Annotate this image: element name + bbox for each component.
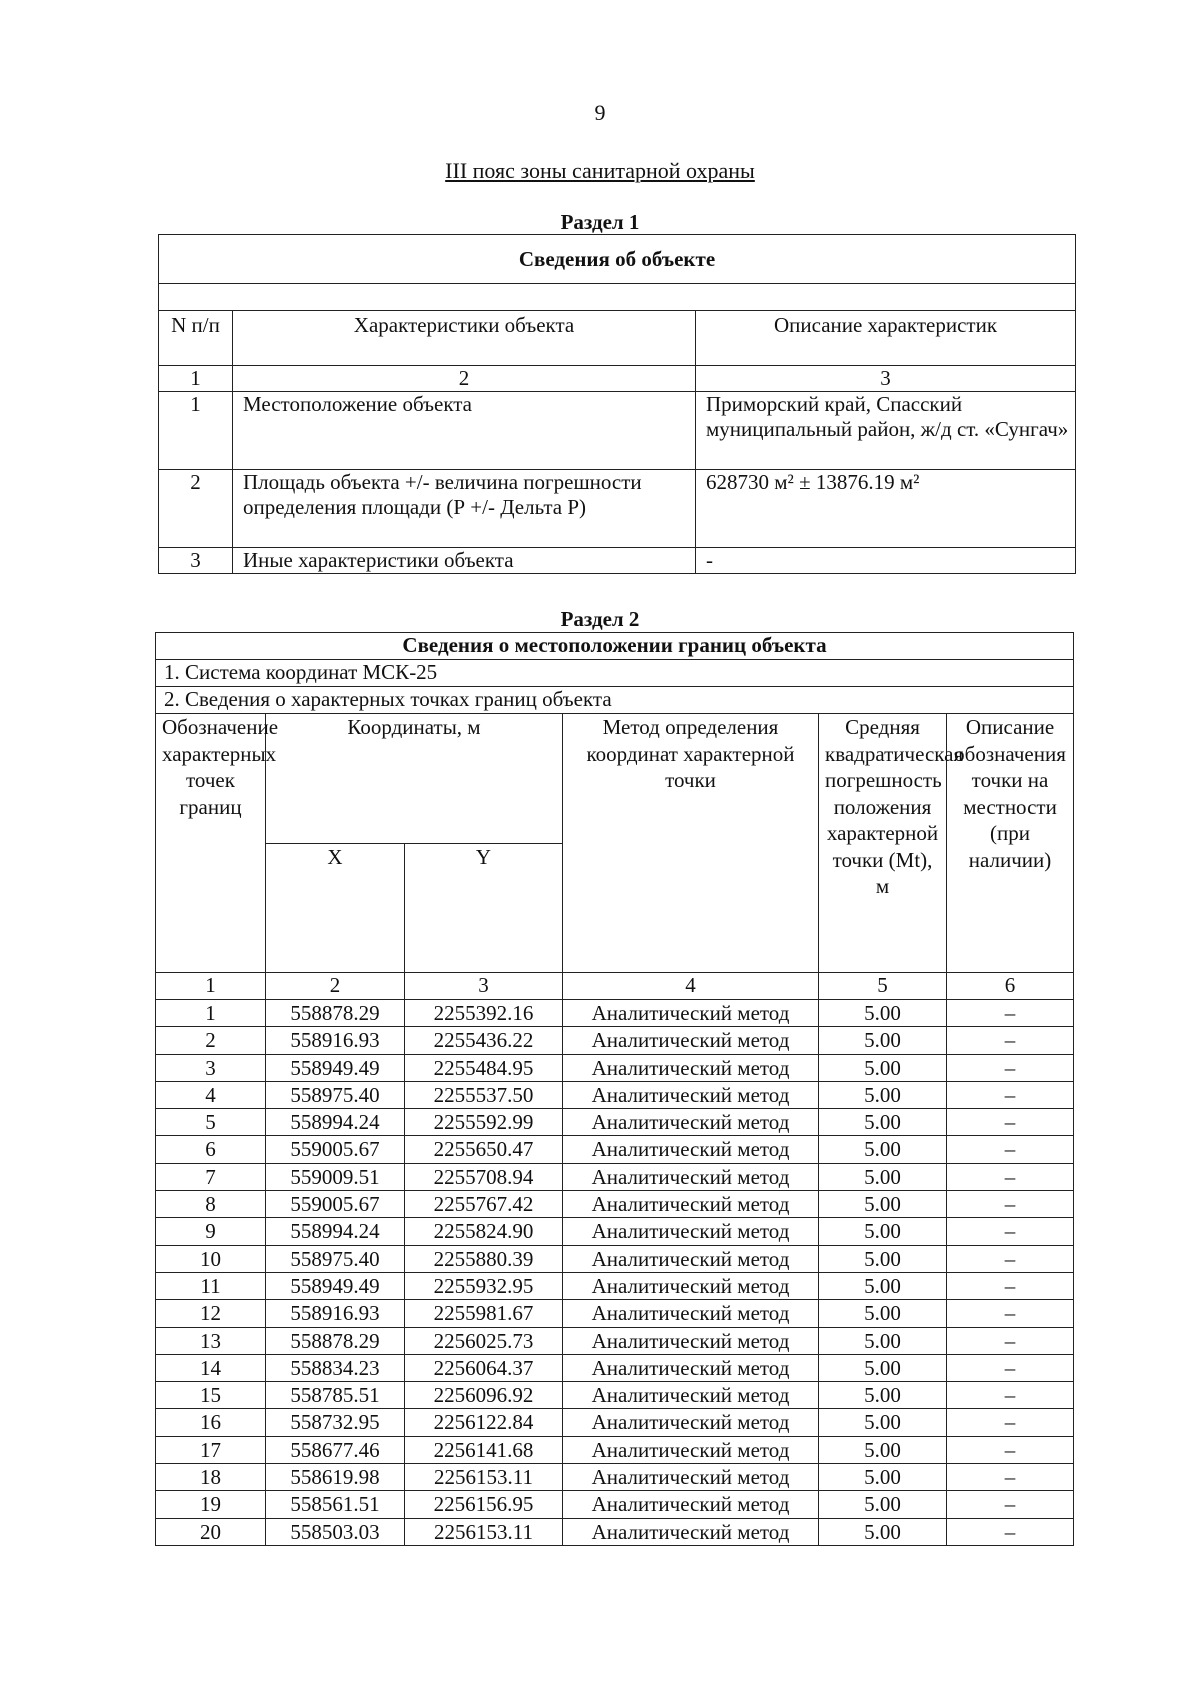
method-cell: Аналитический метод — [563, 1136, 819, 1163]
point-number: 10 — [156, 1245, 266, 1272]
point-number: 8 — [156, 1191, 266, 1218]
table-row — [156, 1464, 1074, 1491]
header-num: N п/п — [159, 311, 233, 366]
section-1-heading: Раздел 1 — [560, 210, 640, 234]
point-number: 20 — [156, 1518, 266, 1545]
coordinate-x: 559009.51 — [266, 1163, 405, 1190]
point-number: 17 — [156, 1436, 266, 1463]
coordinate-x: 558503.03 — [266, 1518, 405, 1545]
description-cell: – — [947, 1109, 1074, 1136]
characteristic-value: Приморский край, Спасский муниципальный район, ж/д ст. «Сунгач» — [696, 392, 1076, 470]
method-cell: Аналитический метод — [563, 1218, 819, 1245]
method-cell: Аналитический метод — [563, 1245, 819, 1272]
coordinate-x: 558561.51 — [266, 1491, 405, 1518]
error-cell: 5.00 — [819, 1136, 947, 1163]
table-row — [156, 1409, 1074, 1436]
description-cell: – — [947, 1327, 1074, 1354]
coordinate-y: 2256122.84 — [405, 1409, 563, 1436]
coordinate-x: 558916.93 — [266, 1300, 405, 1327]
coordinate-x: 558878.29 — [266, 1000, 405, 1027]
description-cell: – — [947, 1081, 1074, 1108]
point-number: 6 — [156, 1136, 266, 1163]
method-cell: Аналитический метод — [563, 1382, 819, 1409]
table-row — [156, 1000, 1074, 1027]
description-cell: – — [947, 1518, 1074, 1545]
header-designation: Обозначение характерных точек границ — [156, 714, 266, 973]
table-row — [156, 1081, 1074, 1108]
coordinate-y: 2255981.67 — [405, 1300, 563, 1327]
error-cell: 5.00 — [819, 1272, 947, 1299]
table-row — [159, 392, 1076, 470]
error-cell: 5.00 — [819, 1436, 947, 1463]
error-cell: 5.00 — [819, 1163, 947, 1190]
table-row — [156, 1327, 1074, 1354]
object-info-table — [158, 234, 1076, 574]
spacer-row — [159, 284, 1076, 311]
page-number: 9 — [594, 100, 606, 125]
row-number: 3 — [159, 548, 233, 574]
description-cell: – — [947, 1300, 1074, 1327]
description-cell: – — [947, 1136, 1074, 1163]
point-number: 19 — [156, 1491, 266, 1518]
coordinate-y: 2256096.92 — [405, 1382, 563, 1409]
point-number: 16 — [156, 1409, 266, 1436]
coordinate-y: 2255436.22 — [405, 1027, 563, 1054]
point-number: 2 — [156, 1027, 266, 1054]
header-y: Y — [405, 843, 563, 973]
points-body — [156, 1000, 1074, 1546]
column-number: 2 — [266, 973, 405, 1000]
error-cell: 5.00 — [819, 1300, 947, 1327]
error-cell: 5.00 — [819, 1327, 947, 1354]
object-info-caption: Сведения об объекте — [159, 235, 1076, 284]
document-title: III пояс зоны санитарной охраны — [445, 158, 755, 183]
method-cell: Аналитический метод — [563, 1409, 819, 1436]
table-row — [156, 1354, 1074, 1381]
header-point-description: Описание обозначения точки на местности (при наличии) — [947, 714, 1074, 973]
point-number: 11 — [156, 1272, 266, 1299]
table-row — [156, 1300, 1074, 1327]
coordinate-x: 558916.93 — [266, 1027, 405, 1054]
method-cell: Аналитический метод — [563, 1300, 819, 1327]
row-number: 2 — [159, 470, 233, 548]
description-cell: – — [947, 1000, 1074, 1027]
point-number: 14 — [156, 1354, 266, 1381]
coordinate-y: 2255650.47 — [405, 1136, 563, 1163]
coordinate-y: 2255767.42 — [405, 1191, 563, 1218]
header-x: X — [266, 843, 405, 973]
coordinate-x: 558949.49 — [266, 1272, 405, 1299]
point-number: 4 — [156, 1081, 266, 1108]
coordinate-x: 558677.46 — [266, 1436, 405, 1463]
point-number: 15 — [156, 1382, 266, 1409]
coordinate-x: 558949.49 — [266, 1054, 405, 1081]
characteristic-value: - — [696, 548, 1076, 574]
description-cell: – — [947, 1054, 1074, 1081]
column-number: 3 — [405, 973, 563, 1000]
method-cell: Аналитический метод — [563, 1491, 819, 1518]
table-row — [156, 1191, 1074, 1218]
description-cell: – — [947, 1354, 1074, 1381]
table-row — [156, 1436, 1074, 1463]
point-number: 18 — [156, 1464, 266, 1491]
column-number: 3 — [696, 366, 1076, 392]
table-row — [156, 1272, 1074, 1299]
error-cell: 5.00 — [819, 1382, 947, 1409]
method-cell: Аналитический метод — [563, 1081, 819, 1108]
point-number: 3 — [156, 1054, 266, 1081]
method-cell: Аналитический метод — [563, 1000, 819, 1027]
error-cell: 5.00 — [819, 1409, 947, 1436]
coordinate-y: 2256153.11 — [405, 1518, 563, 1545]
method-cell: Аналитический метод — [563, 1027, 819, 1054]
coordinate-y: 2256156.95 — [405, 1491, 563, 1518]
coordinate-x: 558785.51 — [266, 1382, 405, 1409]
coordinate-x: 558975.40 — [266, 1081, 405, 1108]
description-cell: – — [947, 1409, 1074, 1436]
row-number: 1 — [159, 392, 233, 470]
coordinate-x: 558878.29 — [266, 1327, 405, 1354]
coordinate-y: 2255537.50 — [405, 1081, 563, 1108]
table-row — [156, 1136, 1074, 1163]
boundary-points-table — [155, 632, 1074, 1546]
table-row — [159, 548, 1076, 574]
method-cell: Аналитический метод — [563, 1109, 819, 1136]
coordinate-system: 1. Система координат МСК-25 — [156, 660, 1074, 687]
column-number: 4 — [563, 973, 819, 1000]
coordinate-x: 558994.24 — [266, 1218, 405, 1245]
coordinate-y: 2256064.37 — [405, 1354, 563, 1381]
coordinate-y: 2256025.73 — [405, 1327, 563, 1354]
coordinate-y: 2255484.95 — [405, 1054, 563, 1081]
coordinate-y: 2255880.39 — [405, 1245, 563, 1272]
point-number: 7 — [156, 1163, 266, 1190]
header-description: Описание характеристик — [696, 311, 1076, 366]
description-cell: – — [947, 1163, 1074, 1190]
method-cell: Аналитический метод — [563, 1054, 819, 1081]
description-cell: – — [947, 1027, 1074, 1054]
coordinate-x: 559005.67 — [266, 1191, 405, 1218]
characteristic-label: Иные характеристики объекта — [233, 548, 696, 574]
coordinate-x: 558619.98 — [266, 1464, 405, 1491]
section-2-heading: Раздел 2 — [560, 607, 640, 631]
coordinate-y: 2255824.90 — [405, 1218, 563, 1245]
error-cell: 5.00 — [819, 1054, 947, 1081]
error-cell: 5.00 — [819, 1354, 947, 1381]
column-number: 5 — [819, 973, 947, 1000]
table-row — [156, 1027, 1074, 1054]
method-cell: Аналитический метод — [563, 1436, 819, 1463]
method-cell: Аналитический метод — [563, 1191, 819, 1218]
error-cell: 5.00 — [819, 1245, 947, 1272]
table-row — [159, 470, 1076, 548]
table-row — [156, 1109, 1074, 1136]
method-cell: Аналитический метод — [563, 1163, 819, 1190]
error-cell: 5.00 — [819, 1464, 947, 1491]
description-cell: – — [947, 1272, 1074, 1299]
header-method: Метод определения координат характерной точки — [563, 714, 819, 973]
error-cell: 5.00 — [819, 1218, 947, 1245]
description-cell: – — [947, 1382, 1074, 1409]
characteristic-label: Местоположение объекта — [233, 392, 696, 470]
coordinate-y: 2255592.99 — [405, 1109, 563, 1136]
table-row — [156, 1382, 1074, 1409]
description-cell: – — [947, 1491, 1074, 1518]
point-number: 9 — [156, 1218, 266, 1245]
error-cell: 5.00 — [819, 1081, 947, 1108]
description-cell: – — [947, 1218, 1074, 1245]
boundary-caption: Сведения о местоположении границ объекта — [156, 633, 1074, 660]
column-number: 1 — [156, 973, 266, 1000]
header-error: Средняя квадратическая погрешность положения характерной точки (Mt), м — [819, 714, 947, 973]
coordinate-y: 2255932.95 — [405, 1272, 563, 1299]
coordinate-y: 2255392.16 — [405, 1000, 563, 1027]
column-number: 2 — [233, 366, 696, 392]
header-coordinates: Координаты, м — [266, 714, 563, 844]
table-row — [156, 1054, 1074, 1081]
method-cell: Аналитический метод — [563, 1327, 819, 1354]
error-cell: 5.00 — [819, 1109, 947, 1136]
point-number: 5 — [156, 1109, 266, 1136]
points-caption: 2. Сведения о характерных точках границ объекта — [156, 687, 1074, 714]
error-cell: 5.00 — [819, 1027, 947, 1054]
column-number: 1 — [159, 366, 233, 392]
coordinate-y: 2255708.94 — [405, 1163, 563, 1190]
point-number: 12 — [156, 1300, 266, 1327]
description-cell: – — [947, 1191, 1074, 1218]
method-cell: Аналитический метод — [563, 1354, 819, 1381]
coordinate-y: 2256153.11 — [405, 1464, 563, 1491]
characteristic-value: 628730 м² ± 13876.19 м² — [696, 470, 1076, 548]
coordinate-x: 558834.23 — [266, 1354, 405, 1381]
error-cell: 5.00 — [819, 1191, 947, 1218]
table-row — [156, 1218, 1074, 1245]
point-number: 13 — [156, 1327, 266, 1354]
error-cell: 5.00 — [819, 1491, 947, 1518]
point-number: 1 — [156, 1000, 266, 1027]
table-row — [156, 1518, 1074, 1545]
method-cell: Аналитический метод — [563, 1464, 819, 1491]
table-row — [156, 1245, 1074, 1272]
description-cell: – — [947, 1464, 1074, 1491]
header-characteristics: Характеристики объекта — [233, 311, 696, 366]
coordinate-x: 559005.67 — [266, 1136, 405, 1163]
table-row — [156, 1491, 1074, 1518]
table-row — [156, 1163, 1074, 1190]
error-cell: 5.00 — [819, 1000, 947, 1027]
coordinate-y: 2256141.68 — [405, 1436, 563, 1463]
error-cell: 5.00 — [819, 1518, 947, 1545]
characteristic-label: Площадь объекта +/- величина погрешности определения площади (Р +/- Дельта Р) — [233, 470, 696, 548]
description-cell: – — [947, 1245, 1074, 1272]
coordinate-x: 558732.95 — [266, 1409, 405, 1436]
description-cell: – — [947, 1436, 1074, 1463]
method-cell: Аналитический метод — [563, 1518, 819, 1545]
coordinate-x: 558994.24 — [266, 1109, 405, 1136]
coordinate-x: 558975.40 — [266, 1245, 405, 1272]
method-cell: Аналитический метод — [563, 1272, 819, 1299]
column-number: 6 — [947, 973, 1074, 1000]
